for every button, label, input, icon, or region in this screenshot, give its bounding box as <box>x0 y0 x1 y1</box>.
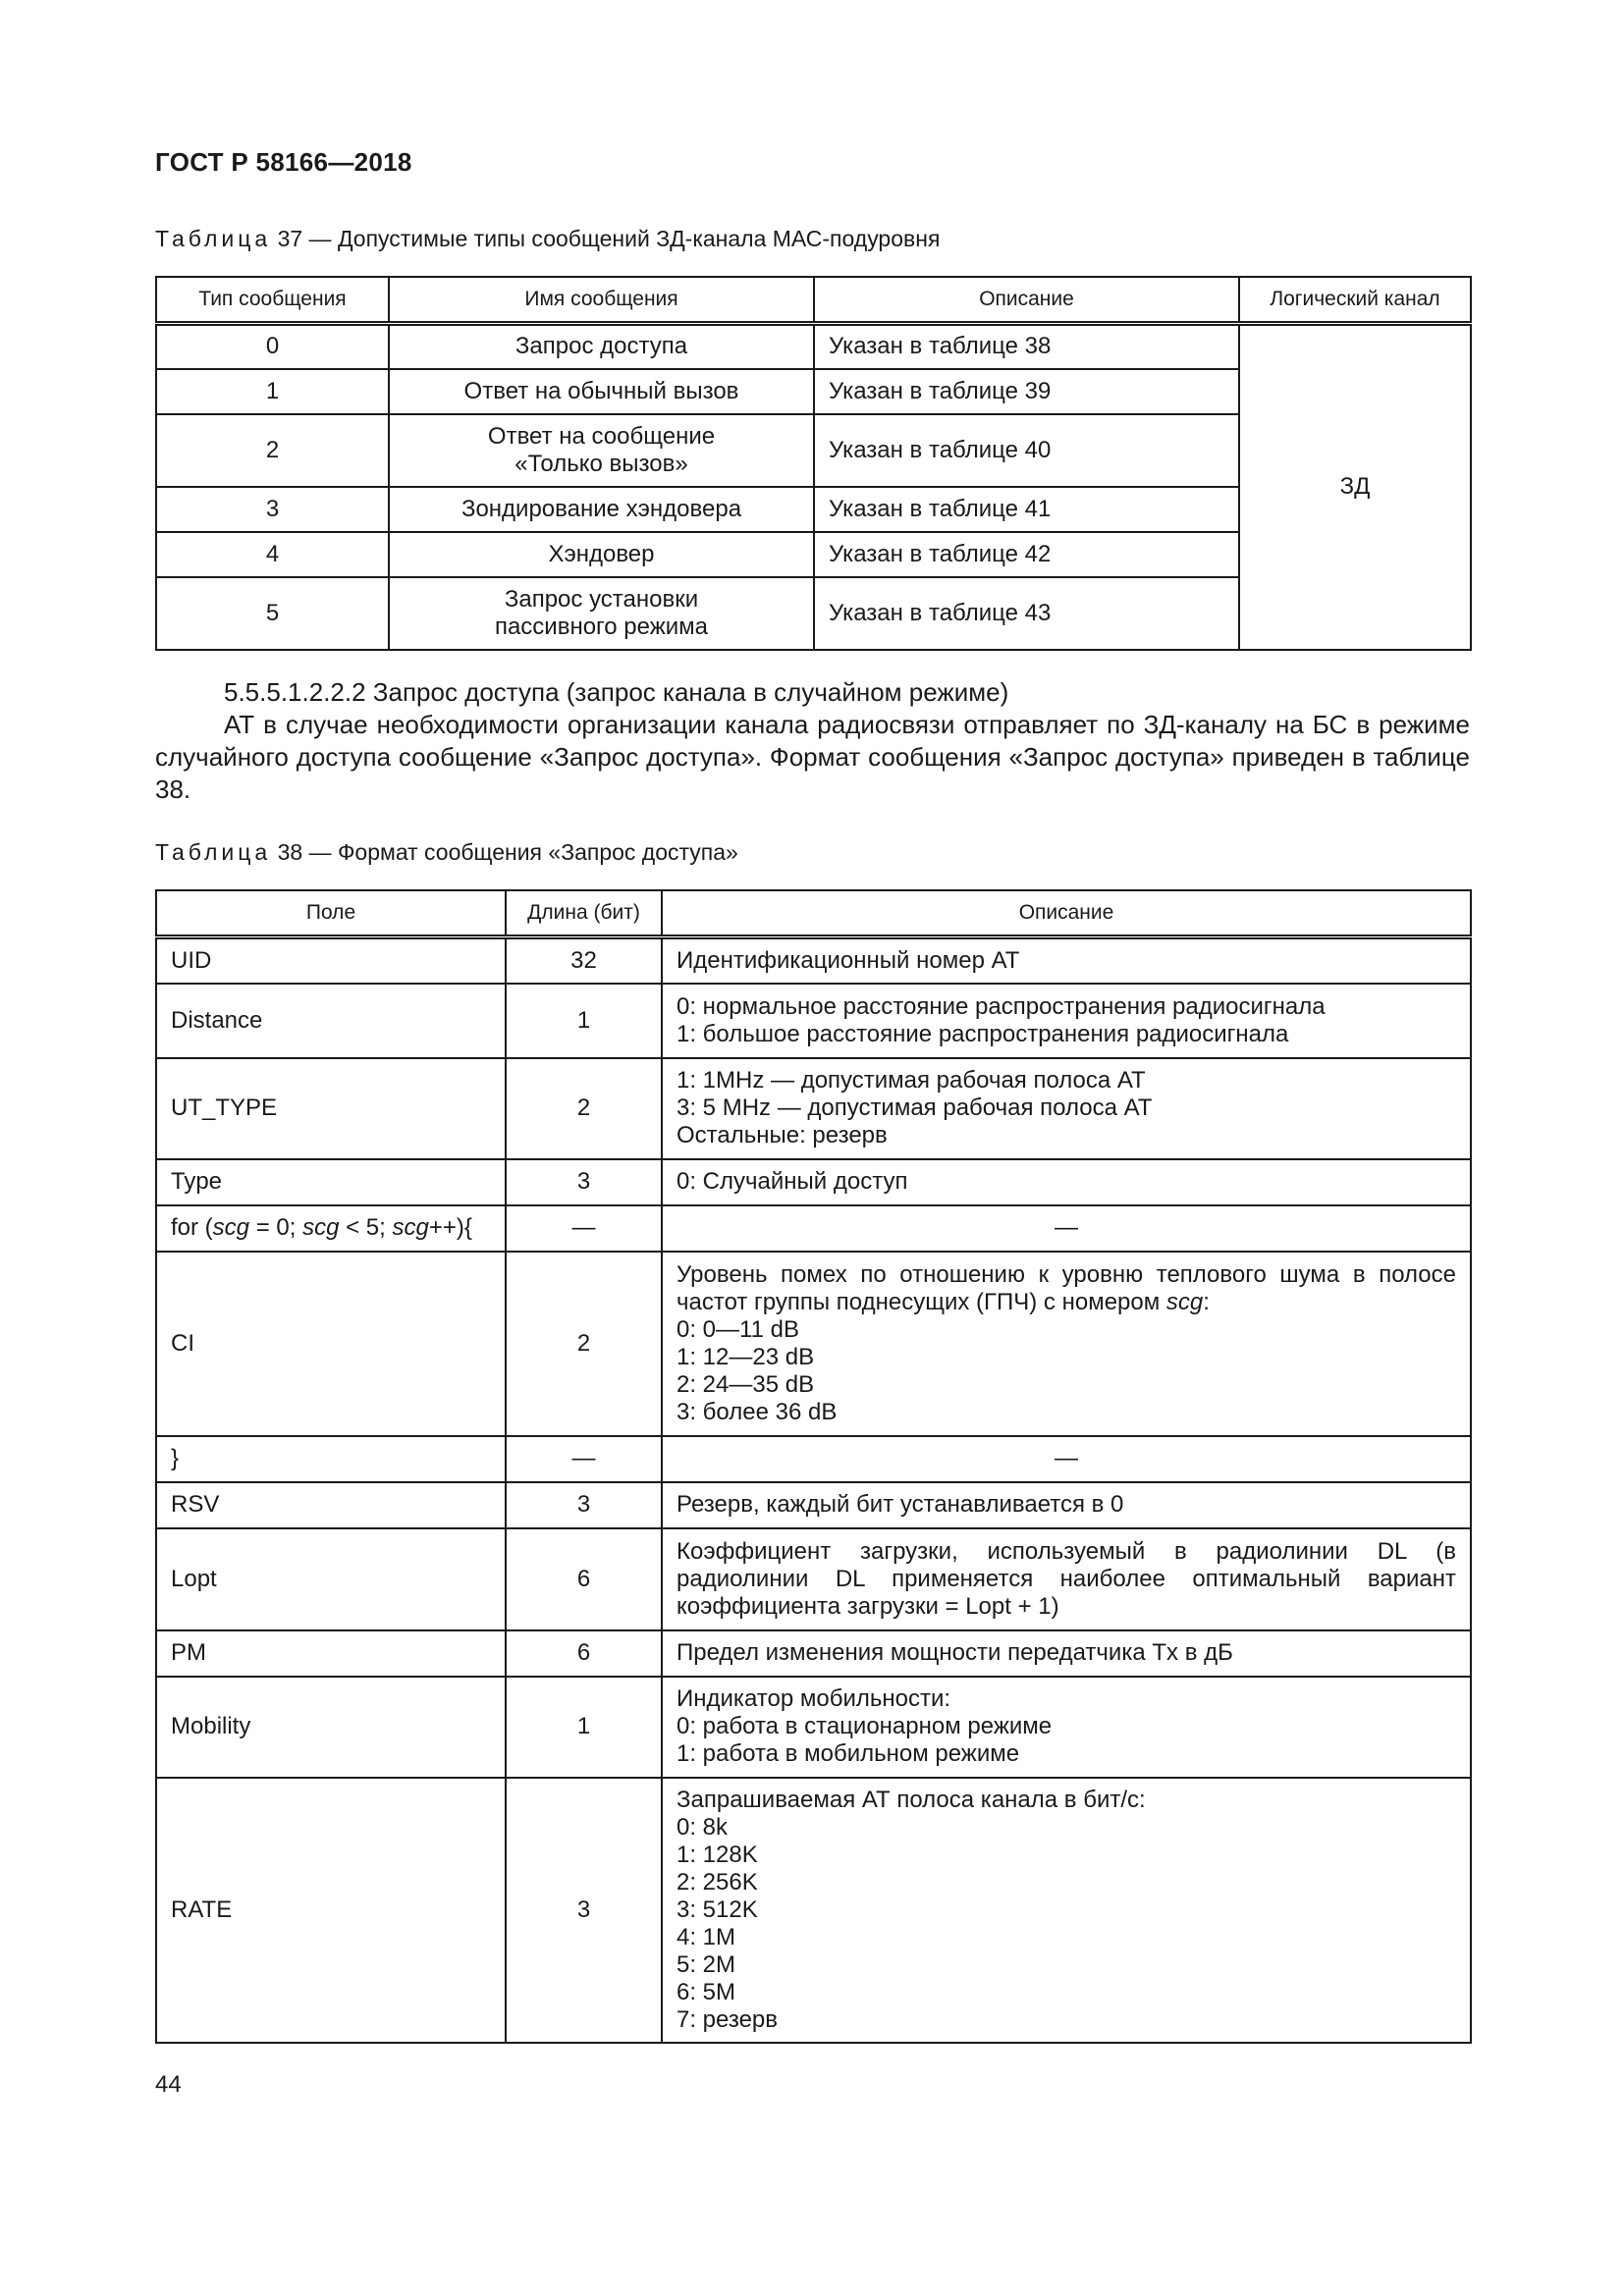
field-cell: Mobility <box>156 1677 506 1778</box>
loop-start-text: for ( <box>171 1214 213 1241</box>
message-type-cell: 1 <box>156 369 389 414</box>
table38-col-desc: Описание <box>662 890 1471 937</box>
description-cell: Указан в таблице 39 <box>814 369 1239 414</box>
section-heading: 5.5.5.1.2.2.2 Запрос доступа (запрос канала в случайном режиме) <box>224 677 1009 707</box>
table37-header-row <box>156 277 1471 324</box>
table37-caption <box>155 226 940 252</box>
table-row <box>156 324 1471 369</box>
table38-caption-label: Таблица <box>155 839 272 865</box>
length-cell: 3 <box>506 1778 662 2043</box>
length-cell: — <box>506 1436 662 1482</box>
loop-var: scg <box>302 1214 340 1241</box>
field-cell: UT_TYPE <box>156 1058 506 1159</box>
section-body: АТ в случае необходимости организации канала радиосвязи отправляет по ЗД-каналу на БС в режиме случайного доступа сообщение «Запрос доступа». Формат сообщения «Запрос доступа» приведен в таблице 38. <box>155 710 1470 804</box>
description-cell: 0: Случайный доступ <box>662 1159 1471 1205</box>
length-cell: 32 <box>506 937 662 984</box>
description-cell: 0: нормальное расстояние распространения радиосигнала 1: большое расстояние распространения радиосигнала <box>662 984 1471 1058</box>
length-cell: 3 <box>506 1482 662 1528</box>
table37-col-type: Тип сообщения <box>156 277 389 324</box>
scg-var: scg <box>1165 1288 1204 1315</box>
description-text: Уровень помех по отношению к уровню теплового шума в полосе частот группы поднесущих (ГПЧ) с номером <box>677 1260 1456 1315</box>
message-type-cell: 4 <box>156 532 389 577</box>
field-cell: PM <box>156 1630 506 1677</box>
field-cell: RSV <box>156 1482 506 1528</box>
message-type-cell: 2 <box>156 414 389 487</box>
length-cell: 2 <box>506 1058 662 1159</box>
description-cell: — <box>662 1205 1471 1252</box>
description-cell: Запрашиваемая АТ полоса канала в бит/с: 0: 8k 1: 128K 2: 256K 3: 512K 4: 1M 5: 2M 6: 5M 7: резерв <box>662 1778 1471 2043</box>
message-type-cell: 3 <box>156 487 389 532</box>
description-cell: Указан в таблице 41 <box>814 487 1239 532</box>
table-row <box>156 1205 1471 1252</box>
table37-caption-label: Таблица <box>155 226 272 251</box>
table-row <box>156 1252 1471 1436</box>
description-cell: Указан в таблице 42 <box>814 532 1239 577</box>
description-cell: Индикатор мобильности: 0: работа в стационарном режиме 1: работа в мобильном режиме <box>662 1677 1471 1778</box>
message-type-cell: 5 <box>156 577 389 650</box>
table-row <box>156 1058 1471 1159</box>
document-header: ГОСТ Р 58166—2018 <box>155 147 412 177</box>
table-row <box>156 1778 1471 2043</box>
table37-col-desc: Описание <box>814 277 1239 324</box>
length-cell: 6 <box>506 1630 662 1677</box>
length-cell: 6 <box>506 1528 662 1630</box>
table-row <box>156 984 1471 1058</box>
table-row <box>156 1159 1471 1205</box>
message-name-cell: Запрос установки пассивного режима <box>389 577 814 650</box>
loop-start-text: = 0; <box>249 1214 303 1241</box>
field-cell: Type <box>156 1159 506 1205</box>
description-cell: Предел изменения мощности передатчика Tx в дБ <box>662 1630 1471 1677</box>
length-cell: 1 <box>506 1677 662 1778</box>
description-cell: Резерв, каждый бит устанавливается в 0 <box>662 1482 1471 1528</box>
table-row <box>156 1482 1471 1528</box>
length-cell: 2 <box>506 1252 662 1436</box>
table-38 <box>155 889 1472 2044</box>
table-37 <box>155 276 1472 651</box>
loop-start-text: ++){ <box>428 1214 472 1241</box>
field-cell: Lopt <box>156 1528 506 1630</box>
table-row <box>156 1677 1471 1778</box>
message-name-cell: Зондирование хэндовера <box>389 487 814 532</box>
field-cell: Distance <box>156 984 506 1058</box>
length-cell: — <box>506 1205 662 1252</box>
field-cell: RATE <box>156 1778 506 2043</box>
loop-start-text: < 5; <box>339 1214 393 1241</box>
description-cell <box>662 1252 1471 1436</box>
message-name-cell: Хэндовер <box>389 532 814 577</box>
message-type-cell: 0 <box>156 324 389 369</box>
table-row <box>156 1436 1471 1482</box>
table38-col-length: Длина (бит) <box>506 890 662 937</box>
description-cell: Идентификационный номер АТ <box>662 937 1471 984</box>
field-cell: UID <box>156 937 506 984</box>
table38-col-field: Поле <box>156 890 506 937</box>
length-cell: 3 <box>506 1159 662 1205</box>
loop-start-cell <box>156 1205 506 1252</box>
description-cell: Коэффициент загрузки, используемый в радиолинии DL (в радиолинии DL применяется наиболее оптимальный вариант коэффициента загрузки = Lopt + 1) <box>662 1528 1471 1630</box>
description-cell: Указан в таблице 40 <box>814 414 1239 487</box>
message-name-cell: Ответ на сообщение «Только вызов» <box>389 414 814 487</box>
table-row <box>156 937 1471 984</box>
field-cell: CI <box>156 1252 506 1436</box>
table-row <box>156 1528 1471 1630</box>
table37-col-channel: Логический канал <box>1239 277 1471 324</box>
description-text: : 0: 0—11 dB 1: 12—23 dB 2: 24—35 dB 3: более 36 dB <box>677 1288 1210 1425</box>
table37-col-name: Имя сообщения <box>389 277 814 324</box>
table-row <box>156 1630 1471 1677</box>
description-cell: 1: 1MHz — допустимая рабочая полоса АТ 3: 5 MHz — допустимая рабочая полоса АТ Остальные: резерв <box>662 1058 1471 1159</box>
length-cell: 1 <box>506 984 662 1058</box>
message-name-cell: Запрос доступа <box>389 324 814 369</box>
logical-channel-cell: ЗД <box>1239 324 1471 650</box>
loop-var: scg <box>212 1214 250 1241</box>
page-number: 44 <box>155 2071 182 2098</box>
description-cell: — <box>662 1436 1471 1482</box>
loop-end-cell: } <box>156 1436 506 1482</box>
table38-header-row <box>156 890 1471 937</box>
description-cell: Указан в таблице 43 <box>814 577 1239 650</box>
description-cell: Указан в таблице 38 <box>814 324 1239 369</box>
table37-caption-text: 37 — Допустимые типы сообщений ЗД-канала МАС-подуровня <box>277 226 941 251</box>
loop-var: scg <box>392 1214 429 1241</box>
message-name-cell: Ответ на обычный вызов <box>389 369 814 414</box>
section-text <box>155 676 1470 806</box>
table38-caption <box>155 839 738 866</box>
table38-caption-text: 38 — Формат сообщения «Запрос доступа» <box>277 839 738 865</box>
